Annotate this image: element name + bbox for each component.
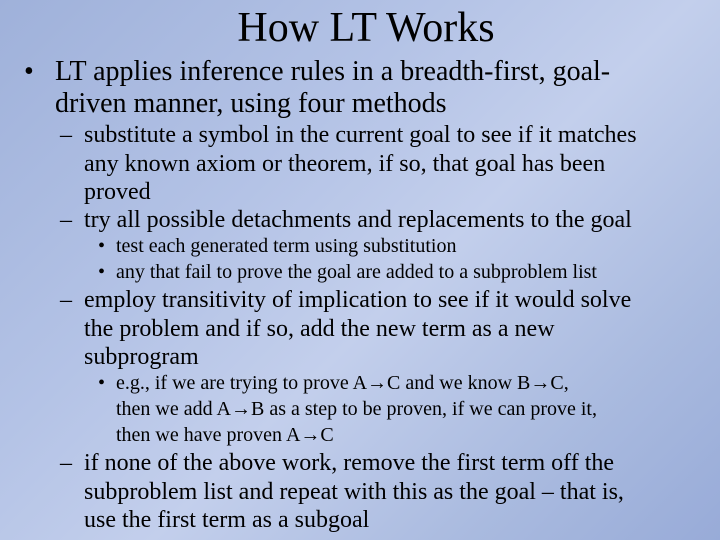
arrow-icon: →	[530, 372, 551, 394]
dot-marker: •	[98, 372, 106, 394]
dot-marker: •	[98, 235, 106, 257]
sub-bullet-text: if none of the above work, remove the first term off the	[84, 450, 615, 476]
arrow-icon: →	[367, 372, 388, 394]
text-run: e.g., if we are trying to prove A	[116, 372, 368, 394]
text-run: C and we know B	[387, 372, 531, 394]
slide-title: How LT Works	[237, 5, 495, 51]
sub-bullet-text: proved	[84, 179, 151, 205]
sub-bullet-text: employ transitivity of implication to see if it would solve	[84, 287, 632, 313]
arrow-icon: →	[230, 398, 251, 420]
text-run: C	[320, 424, 334, 446]
bullet-text: LT applies inference rules in a breadth-first, goal-	[55, 56, 611, 87]
sub-bullet-text: try all possible detachments and replacements to the goal	[84, 207, 632, 233]
sub-bullet-text: subproblem list and repeat with this as the goal – that is,	[84, 478, 624, 505]
dash-marker: –	[60, 287, 72, 313]
bullet-marker: •	[24, 56, 34, 87]
sub-sub-bullet-text: any that fail to prove the goal are added to a subproblem list	[116, 261, 597, 283]
dash-marker: –	[60, 122, 72, 148]
sub-bullet-text: any known axiom or theorem, if so, that goal has been	[84, 150, 606, 177]
sub-bullet-text: subprogram	[84, 344, 199, 370]
sub-sub-bullet-text	[116, 396, 597, 422]
dot-marker: •	[98, 261, 106, 283]
bullet-text: driven manner, using four methods	[55, 88, 447, 119]
sub-sub-bullet-text: test each generated term using substitution	[116, 235, 457, 257]
text-run: B as a step to be proven, if we can prove it,	[250, 398, 597, 420]
arrow-icon: →	[300, 424, 321, 446]
sub-sub-bullet-text	[116, 370, 569, 396]
sub-bullet-text: use the first term as a subgoal	[84, 507, 370, 533]
dash-marker: –	[60, 450, 72, 476]
sub-sub-bullet-text	[116, 422, 334, 448]
text-run: then we have proven A	[116, 424, 301, 446]
sub-bullet-text: the problem and if so, add the new term as a new	[84, 315, 555, 342]
dash-marker: –	[60, 207, 72, 233]
sub-bullet-text: substitute a symbol in the current goal to see if it matches	[84, 122, 637, 148]
text-run: then we add A	[116, 398, 231, 420]
text-run: C,	[550, 372, 569, 394]
